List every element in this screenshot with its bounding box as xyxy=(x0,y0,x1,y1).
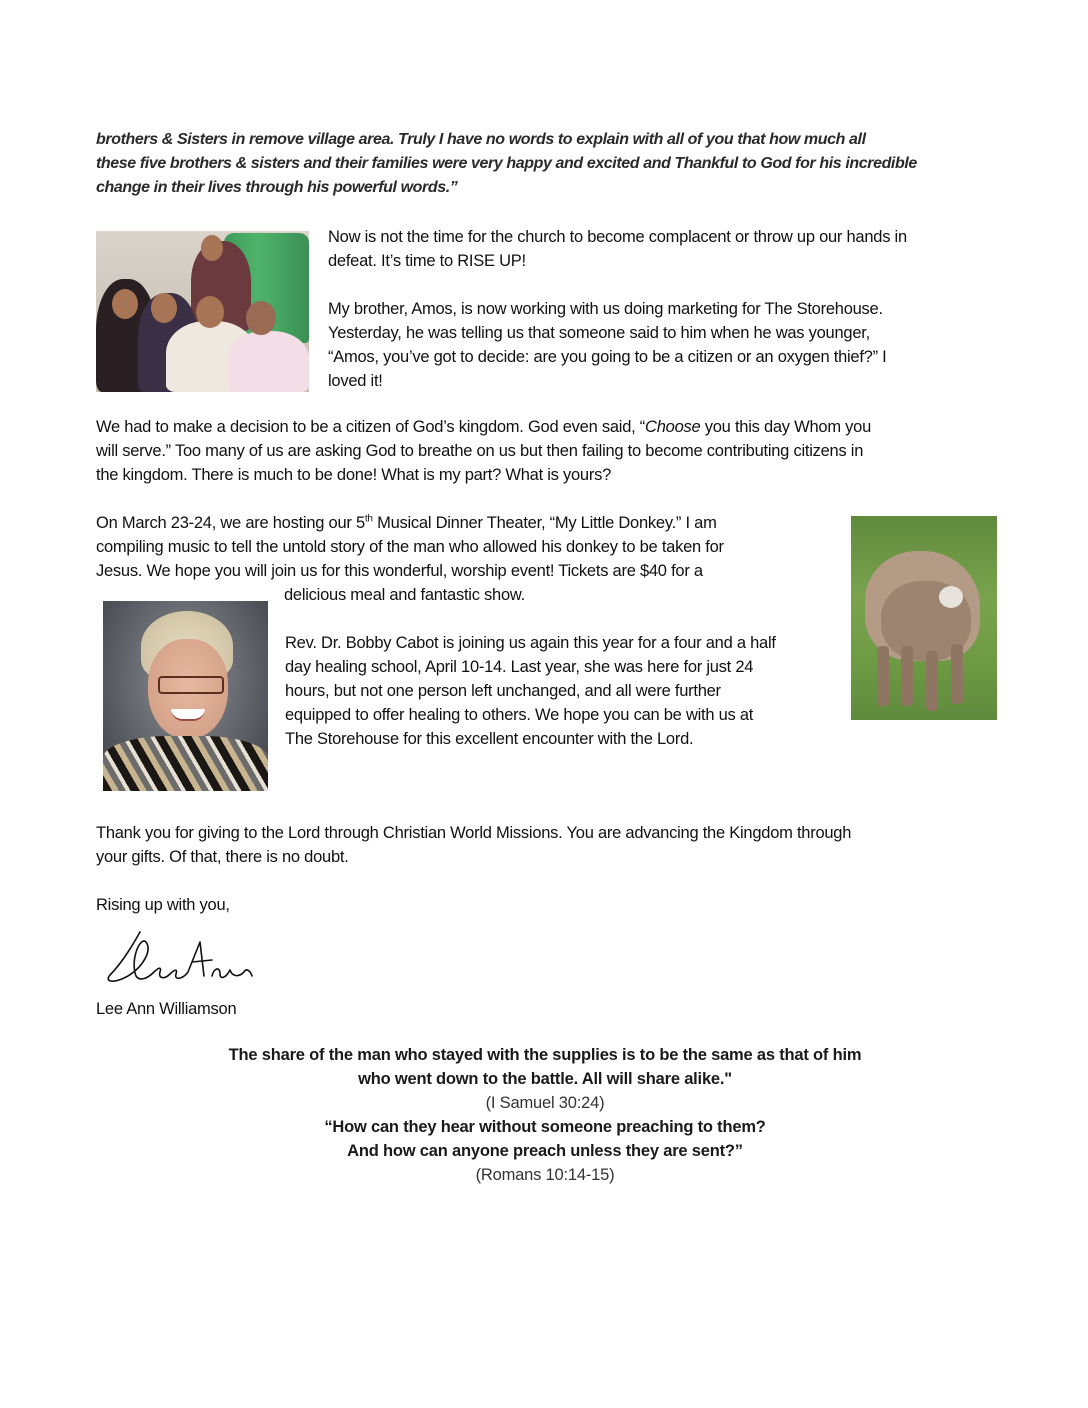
closing-salutation: Rising up with you, xyxy=(96,896,230,914)
paragraph-line: your gifts. Of that, there is no doubt. xyxy=(96,848,349,866)
dinner-theater-paragraph xyxy=(96,511,836,607)
paragraph-line: Jesus. We hope you will join us for this wonderful, worship event! Tickets are $40 for a xyxy=(96,562,703,580)
rise-up-paragraph xyxy=(328,225,1008,273)
paragraph-line: “Amos, you’ve got to decide: are you going to be a citizen or an oxygen thief?” I xyxy=(328,348,887,366)
paragraph-line: Now is not the time for the church to become complacent or throw up our hands in xyxy=(328,228,907,246)
scripture-reference: (I Samuel 30:24) xyxy=(485,1094,605,1112)
paragraph-line: The Storehouse for this excellent encounter with the Lord. xyxy=(285,730,694,748)
text-run: you this day Whom you xyxy=(700,418,871,436)
paragraph-line: Thank you for giving to the Lord through Christian World Missions. You are advancing the Kingdom through xyxy=(96,824,852,842)
paragraph-line: delicious meal and fantastic show. xyxy=(284,586,525,604)
paragraph-line: compiling music to tell the untold story of the man who allowed his donkey to be taken for xyxy=(96,538,724,556)
face xyxy=(196,296,224,328)
donkey-leg xyxy=(901,646,913,706)
scripture-quote xyxy=(150,1043,940,1091)
paragraph-line: day healing school, April 10-14. Last year, she was here for just 24 xyxy=(285,658,754,676)
animal-print-top xyxy=(103,736,268,791)
face xyxy=(246,301,276,335)
paragraph-line: Yesterday, he was telling us that someone said to him when he was younger, xyxy=(328,324,870,342)
donkey-leg xyxy=(877,646,889,706)
text-run: On March 23-24, we are hosting our 5 xyxy=(96,514,365,532)
paragraph-line xyxy=(96,511,836,535)
scripture-line: And how can anyone preach unless they are sent?” xyxy=(347,1142,743,1160)
donkey-muzzle xyxy=(939,586,963,608)
face xyxy=(151,293,177,323)
text-run: Musical Dinner Theater, “My Little Donkey.” I am xyxy=(372,514,717,532)
women-group-photo xyxy=(96,231,309,392)
signature-stroke xyxy=(108,932,252,981)
face xyxy=(112,289,138,319)
amos-paragraph xyxy=(328,297,1008,393)
thank-you-paragraph xyxy=(96,821,996,869)
scripture-line: “How can they hear without someone preaching to them? xyxy=(324,1118,766,1136)
ordinal-superscript: th xyxy=(364,513,373,525)
scripture-reference: (Romans 10:14-15) xyxy=(475,1166,615,1184)
scripture-line: who went down to the battle. All will share alike." xyxy=(358,1070,732,1088)
face xyxy=(201,235,223,261)
healing-school-paragraph xyxy=(285,631,845,751)
signer-name: Lee Ann Williamson xyxy=(96,1000,237,1018)
paragraph-line: equipped to offer healing to others. We hope you can be with us at xyxy=(285,706,754,724)
glasses xyxy=(158,676,224,694)
intro-quote-line: brothers & Sisters in remove village area. Truly I have no words to explain with all of you that how much all xyxy=(96,131,866,148)
text-run: We had to make a decision to be a citizen of God’s kingdom. God even said, “ xyxy=(96,418,646,436)
donkey-leg xyxy=(951,644,963,704)
intro-quote-line: these five brothers & sisters and their families were very happy and excited and Thankful to God for his incredible xyxy=(96,155,917,172)
paragraph-line: the kingdom. There is much to be done! What is my part? What is yours? xyxy=(96,466,612,484)
signature-image xyxy=(100,920,260,990)
emphasis-choose: Choose xyxy=(645,418,701,436)
person-figure xyxy=(228,331,309,392)
paragraph-line: hours, but not one person left unchanged, and all were further xyxy=(285,682,721,700)
donkeys-photo xyxy=(851,516,997,720)
bobby-cabot-portrait xyxy=(103,601,268,791)
paragraph-line: Rev. Dr. Bobby Cabot is joining us again this year for a four and a half xyxy=(285,634,776,652)
citizen-paragraph xyxy=(96,415,1006,487)
paragraph-line: will serve.” Too many of us are asking God to breathe on us but then failing to become contributing citizens in xyxy=(96,442,864,460)
intro-quote xyxy=(96,128,1006,200)
paragraph-line: defeat. It’s time to RISE UP! xyxy=(328,252,526,270)
paragraph-line: My brother, Amos, is now working with us doing marketing for The Storehouse. xyxy=(328,300,883,318)
scripture-quote xyxy=(150,1115,940,1163)
paragraph-line: loved it! xyxy=(328,372,383,390)
donkey-leg xyxy=(926,651,938,711)
paragraph-line xyxy=(96,415,1006,439)
scripture-line: The share of the man who stayed with the supplies is to be the same as that of him xyxy=(228,1046,862,1064)
intro-quote-line: change in their lives through his powerful words.” xyxy=(96,179,458,196)
